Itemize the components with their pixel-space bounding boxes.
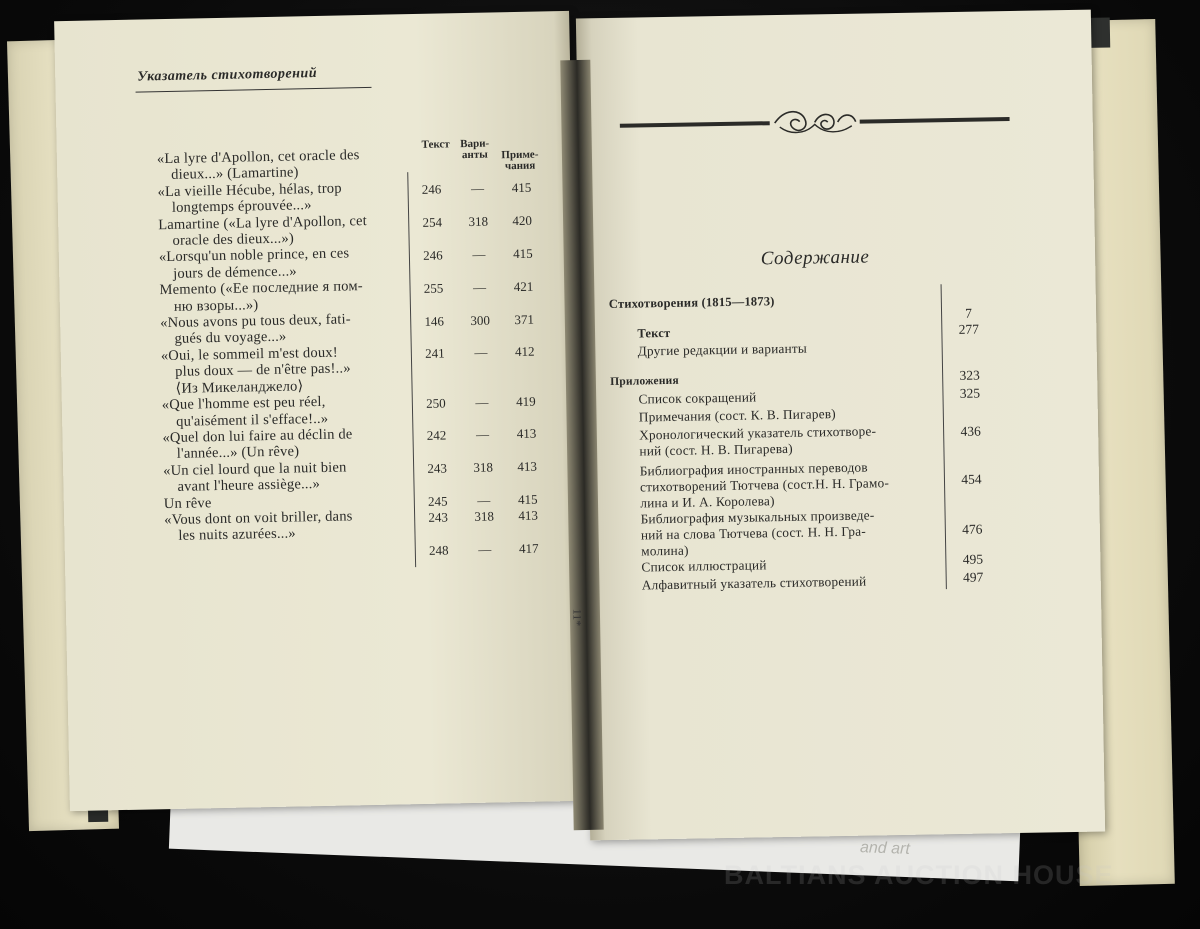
entry-line: longtemps éprouvée...» [171, 197, 312, 217]
entry-page-notes: 415 [511, 180, 532, 196]
entry-page-notes: 415 [517, 491, 538, 508]
entry-page-text: 254 [422, 214, 443, 231]
toc-entry: Приложения [610, 374, 679, 389]
toc-page-number: 323 [959, 367, 980, 383]
entry-page-notes: 419 [515, 393, 536, 409]
paper-sheet-text: and art [859, 839, 911, 858]
entry-page-text: 246 [421, 181, 442, 198]
entry-page-notes: 420 [512, 212, 533, 229]
right-page [576, 10, 1105, 841]
entry-line: «Quel don lui faire au déclin de [162, 426, 353, 447]
entry-page-text: 146 [424, 313, 445, 329]
entry-page-text: 255 [423, 280, 444, 296]
entry-page-variants: 318 [473, 459, 494, 476]
entry-title [157, 146, 413, 184]
entry-line: ⟨Из Микеланджело⟩ [175, 378, 304, 397]
entry-line: Lamartine («La lyre d'Apollon, cet [158, 212, 368, 233]
running-head-rule [136, 87, 372, 93]
spine-mark: 11* [570, 608, 585, 627]
entry-title [161, 343, 417, 397]
entry-title [159, 277, 415, 315]
running-head: Указатель стихотворений [137, 65, 318, 85]
entry-page-text: 248 [428, 542, 449, 559]
entry-page-variants: — [472, 279, 487, 295]
entry-line: dieux...» (Lamartine) [171, 164, 299, 184]
toc-page-number: 7 [965, 305, 973, 321]
toc-entry: Текст [637, 325, 671, 341]
entry-page-variants: 318 [468, 213, 489, 230]
entry-line: «La vieille Hécube, hélas, trop [157, 180, 342, 201]
entry-page-notes: 421 [513, 278, 534, 294]
entry-page-notes: 415 [512, 245, 533, 262]
ornament-divider [619, 101, 1010, 144]
entry-page-variants: 300 [470, 312, 491, 328]
entry-line: «Lorsqu'un noble prince, en ces [158, 245, 350, 266]
entry-page-text: 242 [426, 427, 447, 444]
entry-title [158, 212, 414, 250]
toc-entry: Примечания (сост. К. В. Пигарев) [638, 406, 836, 425]
entry-page-text: 250 [425, 395, 446, 411]
toc-entry: Список сокращений [638, 389, 757, 407]
toc-entry: Алфавитный указатель стихотворений [641, 573, 867, 593]
entry-line: oracle des dieux...») [172, 230, 295, 249]
entry-title [164, 507, 420, 545]
column-header-variants: Вари- анты [460, 137, 490, 162]
entry-page-text: 246 [422, 247, 443, 263]
entry-page-notes: 412 [514, 344, 535, 360]
left-page [54, 11, 585, 811]
entry-line: «La lyre d'Apollon, cet oracle des [156, 147, 360, 168]
entry-page-text: 245 [427, 493, 448, 509]
toc-page-number: 277 [958, 321, 980, 337]
toc-entry: Библиография музыкальных произведе- ний на слова Тютчева (сост. Н. Н. Гра- молина) [640, 507, 875, 559]
entry-title [159, 245, 415, 283]
entry-page-notes: 371 [514, 311, 535, 327]
entry-line: «Vous dont on voit briller, dans [163, 508, 353, 529]
entry-line: l'année...» (Un rêve) [176, 443, 300, 463]
entry-line: «Un ciel lourd que la nuit bien [163, 459, 347, 479]
toc-page-number: 497 [962, 569, 984, 585]
entry-line: «Nous avons pu tous deux, fati- [160, 311, 351, 332]
entry-line: les nuits azurées...» [178, 525, 296, 545]
entry-title [163, 458, 419, 496]
entry-page-variants: — [475, 394, 489, 410]
toc-entry: Другие редакции и варианты [637, 340, 808, 359]
toc-page-number: 436 [960, 423, 981, 439]
entry-line: qu'aisément il s'efface!..» [176, 410, 329, 430]
toc-entry: Стихотворения (1815—1873) [608, 294, 775, 312]
entry-title [160, 310, 416, 348]
entry-page-notes: 417 [518, 540, 539, 557]
entry-page-variants: — [478, 541, 492, 558]
entry-page-variants: — [472, 246, 486, 262]
watermark: BALTIANS AUCTION HOUSE [724, 860, 1114, 890]
column-header-notes: Приме- чания [501, 148, 539, 173]
entry-line: plus doux — de n'être pas!..» [175, 360, 351, 381]
toc-page-number: 454 [961, 471, 982, 487]
entry-page-variants: — [475, 426, 490, 443]
entry-page-variants: — [477, 492, 491, 508]
entry-title [162, 392, 418, 430]
toc-page-number: 495 [962, 551, 984, 567]
column-header-text: Текст [421, 138, 450, 151]
entry-page-notes: 413 [517, 458, 538, 475]
toc-page-number: 325 [959, 385, 981, 401]
entry-page-variants: — [470, 181, 485, 197]
entry-list [157, 146, 420, 545]
entry-page-text: 243 [427, 460, 448, 477]
entry-page-notes: 413 [518, 508, 539, 524]
entry-page-notes: 413 [516, 426, 537, 442]
toc-entry: Список иллюстраций [641, 557, 767, 575]
entry-title [162, 425, 418, 463]
entry-title [157, 179, 413, 217]
entry-line: «Oui, le sommeil m'est doux! [160, 344, 338, 365]
entry-line: avant l'heure assiège...» [177, 476, 321, 495]
entry-line: Memento («Ее последние я пом- [159, 278, 363, 299]
toc-page-number: 476 [962, 521, 983, 537]
entry-page-text: 243 [428, 509, 449, 526]
entry-line: «Que l'homme est peu réel, [161, 393, 326, 414]
toc-entry: Библиография иностранных переводов стихотворений Тютчева (сост.Н. Н. Грамо- лина и И. А. Королева) [639, 459, 890, 511]
entry-line: jours de démence...» [173, 263, 297, 282]
entry-line: ню взоры...») [173, 296, 259, 315]
entry-line: Un rêve [163, 494, 212, 512]
entry-page-variants: 318 [474, 508, 495, 525]
entry-line: gués du voyage...» [174, 329, 287, 348]
toc-title: Содержание [760, 246, 870, 270]
entry-page-variants: — [474, 345, 488, 361]
entry-page-text: 241 [424, 345, 445, 362]
toc-entry: Хронологический указатель стихотворе- ний (сост. Н. В. Пигарева) [639, 423, 877, 459]
